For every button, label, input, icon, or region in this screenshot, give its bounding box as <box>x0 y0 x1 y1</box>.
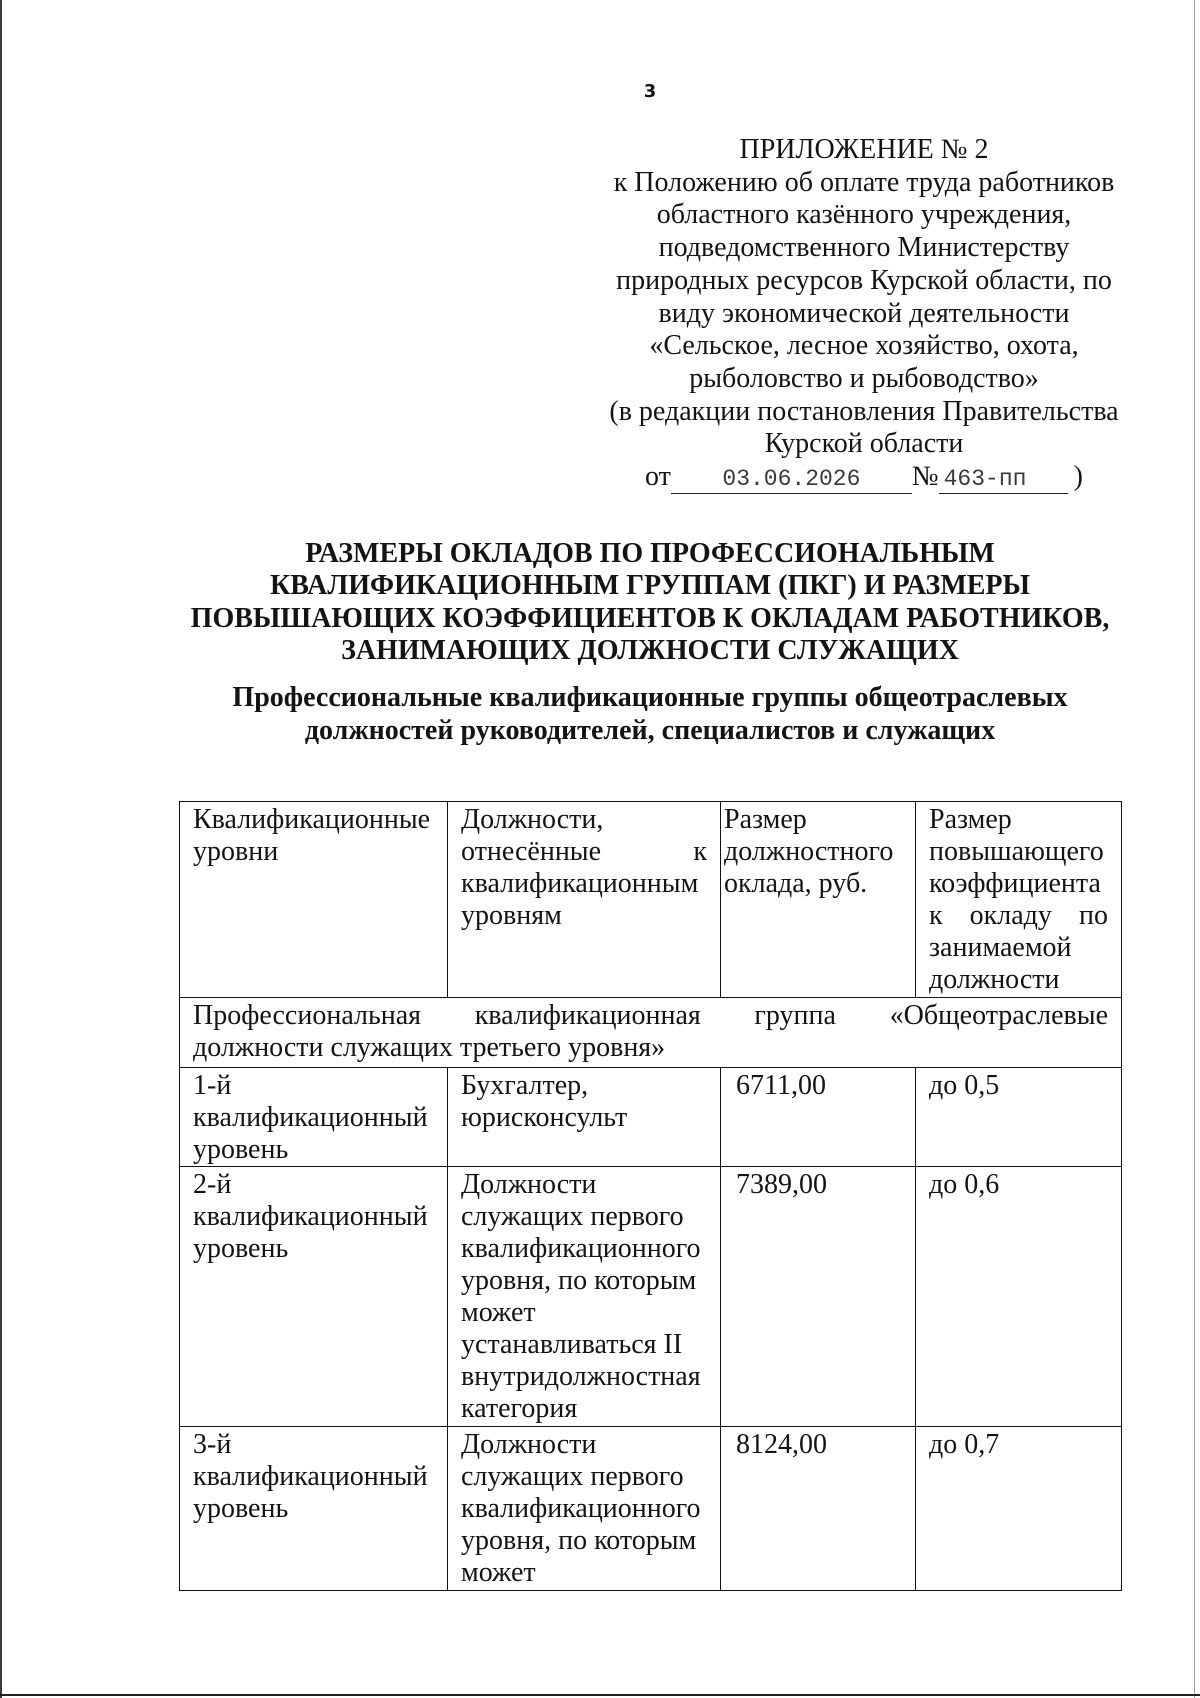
coefficient-cell <box>916 1068 1122 1167</box>
coefficient-value: до 0,7 <box>929 1429 1000 1460</box>
cell-line: может <box>461 1297 536 1328</box>
cell-line: категория <box>461 1393 578 1424</box>
closing-bracket: ) <box>1073 461 1083 493</box>
appendix-heading: ПРИЛОЖЕНИЕ № 2 <box>739 134 989 165</box>
date-field: 03.06.2026 <box>671 464 912 494</box>
appendix-line: рыболовство и рыбоводство» <box>689 362 1039 394</box>
title-line: РАЗМЕРЫ ОКЛАДОВ ПО ПРОФЕССИОНАЛЬНЫМ <box>305 538 995 569</box>
cell-line: 2-й <box>193 1169 232 1200</box>
cell-line: Квалификационные <box>193 804 431 835</box>
cell-line: Должности, <box>461 804 604 835</box>
cell-line: служащих первого <box>461 1461 684 1492</box>
document-title <box>150 538 1150 668</box>
salary-cell <box>721 1068 916 1167</box>
salary-table <box>179 801 1122 1591</box>
scan-edge-left <box>0 0 2 1698</box>
title-line: ПОВЫШАЮЩИХ КОЭФФИЦИЕНТОВ К ОКЛАДАМ РАБОТНИКОВ, <box>190 602 1110 634</box>
cell-line: квалификационный <box>193 1102 428 1133</box>
cell-line: квалификационного <box>461 1233 701 1264</box>
appendix-line: к Положению об оплате труда работников <box>613 166 1115 198</box>
cell-line: квалификационным <box>461 868 699 899</box>
cell-line: Размер <box>929 804 1012 835</box>
cell-line: коэффициента <box>929 868 1101 899</box>
table-row <box>180 1068 1122 1167</box>
cell-line: уровня, по которым <box>461 1525 697 1556</box>
coefficient-value: до 0,5 <box>929 1070 1000 1101</box>
cell-line: уровень <box>193 1134 289 1165</box>
coefficient-cell <box>916 1427 1122 1591</box>
appendix-block <box>574 134 1154 494</box>
positions-cell <box>448 1427 721 1591</box>
section-cell <box>180 998 1122 1068</box>
appendix-line: (в редакции постановления Правительства <box>609 395 1119 427</box>
cell-line: уровня, по которым <box>461 1265 697 1296</box>
appendix-line: природных ресурсов Курской области, по <box>616 264 1112 296</box>
salary-cell <box>721 1167 916 1427</box>
table-header-row <box>180 802 1122 998</box>
cell-line: квалификационный <box>193 1461 428 1492</box>
date-prefix: от <box>645 461 671 493</box>
cell-line: служащих первого <box>461 1201 684 1232</box>
coefficient-cell <box>916 1167 1122 1427</box>
salary-value: 8124,00 <box>736 1429 827 1460</box>
title-line: ЗАНИМАЮЩИХ ДОЛЖНОСТИ СЛУЖАЩИХ <box>341 635 959 667</box>
cell-line: 3-й <box>193 1429 232 1460</box>
header-cell-coefficient <box>916 802 1122 998</box>
appendix-line: виду экономической деятельности <box>658 297 1070 329</box>
document-subtitle <box>150 681 1150 747</box>
cell-line: повышающего <box>929 836 1104 867</box>
appendix-line: Курской области <box>764 428 964 460</box>
positions-cell <box>448 1068 721 1167</box>
cell-line: отнесённые к <box>461 836 707 867</box>
page-number: 3 <box>643 81 657 102</box>
appendix-line: подведомственного Министерству <box>658 232 1070 264</box>
cell-line: уровни <box>193 836 279 867</box>
cell-line: должностного <box>724 836 894 867</box>
number-sign: № <box>911 461 939 493</box>
coefficient-value: до 0,6 <box>929 1169 1000 1200</box>
section-row <box>180 998 1122 1068</box>
cell-line: квалификационный <box>193 1201 428 1232</box>
salary-value: 7389,00 <box>736 1169 827 1200</box>
appendix-line: «Сельское, лесное хозяйство, охота, <box>649 330 1079 362</box>
scan-edge-right <box>1194 0 1195 1698</box>
subtitle-line: Профессиональные квалификационные группы общеотраслевых <box>232 682 1068 713</box>
table-row <box>180 1167 1122 1427</box>
level-cell <box>180 1068 448 1167</box>
cell-line: должности <box>929 964 1060 995</box>
cell-line: устанавливаться II <box>461 1329 683 1360</box>
cell-line: может <box>461 1557 536 1588</box>
cell-line: уровень <box>193 1493 289 1524</box>
cell-line: Должности <box>461 1169 597 1200</box>
salary-value: 6711,00 <box>736 1070 826 1101</box>
appendix-line: областного казённого учреждения, <box>656 199 1072 231</box>
scan-edge-bottom <box>0 1694 1200 1696</box>
number-field: 463-пп <box>939 464 1068 494</box>
cell-line: Должности <box>461 1429 597 1460</box>
cell-line: Бухгалтер, <box>461 1070 589 1101</box>
header-cell-levels <box>180 802 448 998</box>
cell-line: оклада, руб. <box>724 868 868 899</box>
appendix-date-line <box>574 461 1154 494</box>
table-row <box>180 1427 1122 1591</box>
cell-line: внутридолжностная <box>461 1361 701 1392</box>
cell-line: уровень <box>193 1233 289 1264</box>
title-line: КВАЛИФИКАЦИОННЫМ ГРУППАМ (ПКГ) И РАЗМЕРЫ <box>269 570 1031 602</box>
header-cell-positions <box>448 802 721 998</box>
subtitle-line: должностей руководителей, специалистов и служащих <box>304 715 996 746</box>
cell-line: уровням <box>461 900 562 931</box>
positions-cell <box>448 1167 721 1427</box>
cell-line: квалификационного <box>461 1493 701 1524</box>
salary-cell <box>721 1427 916 1591</box>
cell-line: Профессиональная квалификационная группа «Общеотраслевые <box>193 1000 1108 1031</box>
cell-line: 1-й <box>193 1070 232 1101</box>
level-cell <box>180 1167 448 1427</box>
cell-line: юрисконсульт <box>461 1102 628 1133</box>
cell-line: Размер <box>724 804 807 835</box>
level-cell <box>180 1427 448 1591</box>
cell-line: должности служащих третьего уровня» <box>193 1032 666 1063</box>
cell-line: к окладу по <box>929 900 1108 931</box>
cell-line: занимаемой <box>929 932 1072 963</box>
header-cell-salary <box>721 802 916 998</box>
